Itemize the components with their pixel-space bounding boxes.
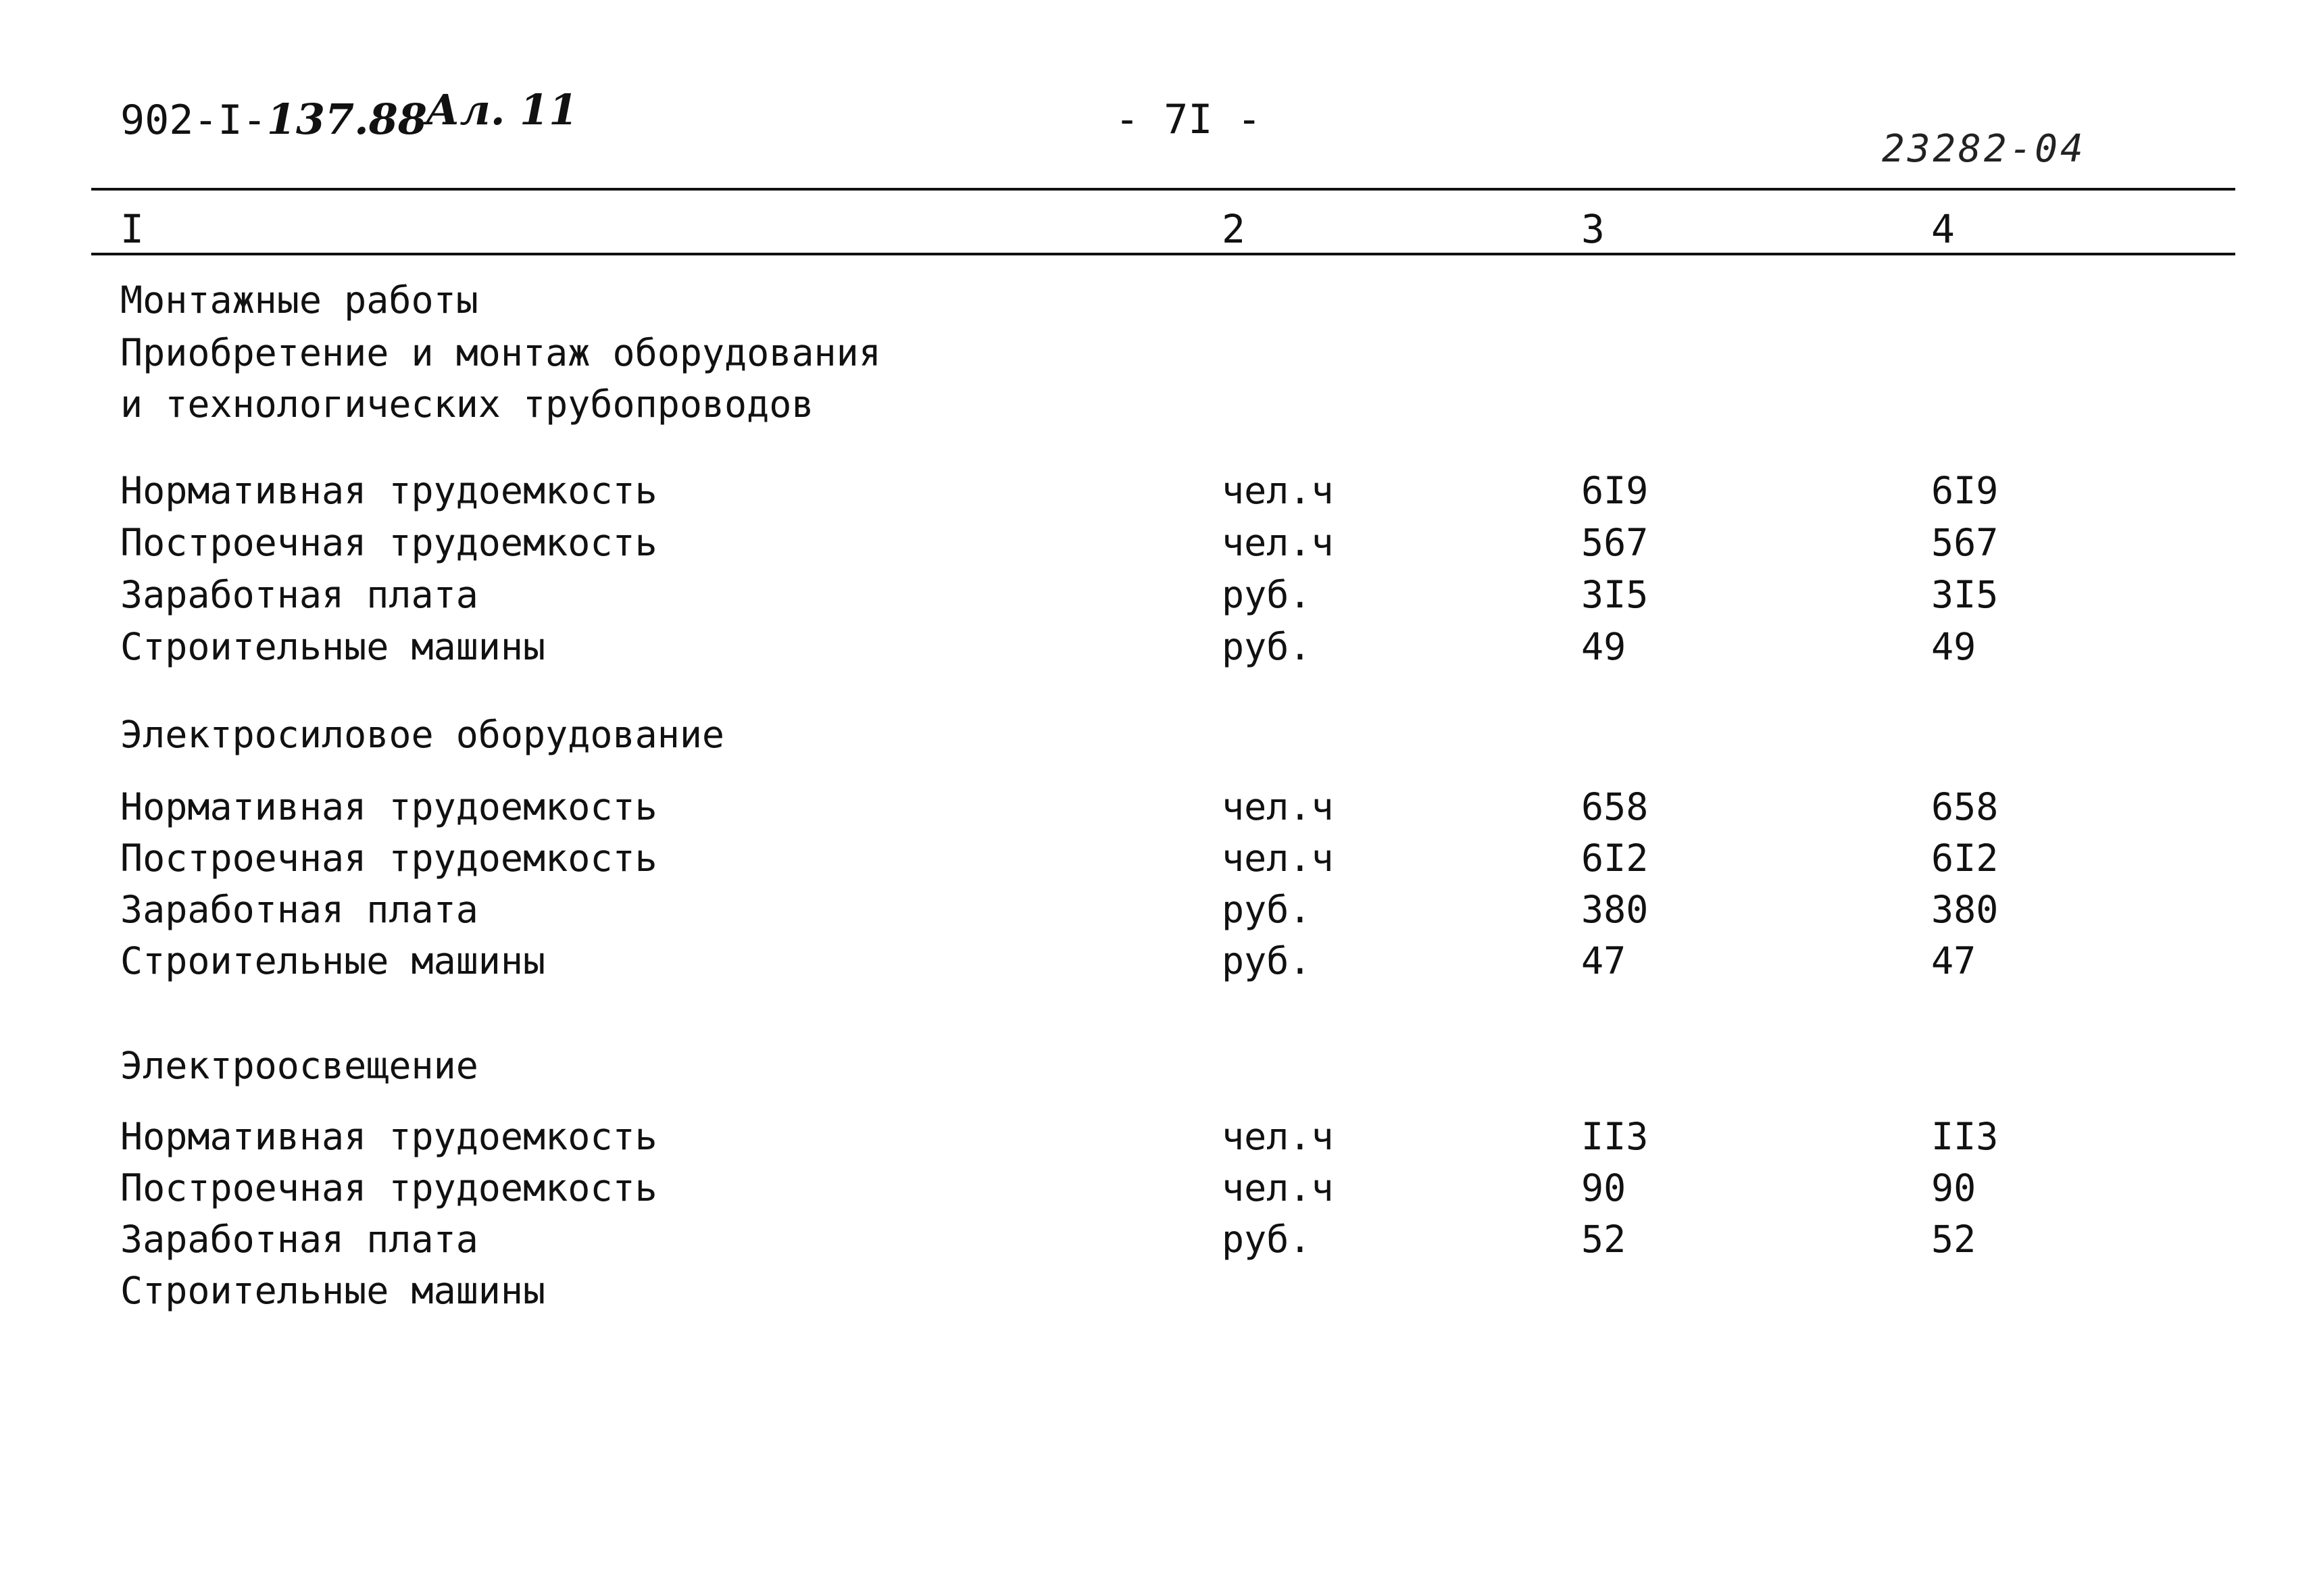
row-label: Нормативная трудоемкость	[120, 1115, 657, 1158]
row-value-col4: 6I2	[1931, 837, 1999, 880]
row-label: Построечная трудоемкость	[120, 1166, 657, 1210]
row-unit: руб.	[1222, 1218, 1312, 1261]
row-value-col3: 6I9	[1581, 469, 1649, 512]
row-value-col3: 3I5	[1581, 573, 1649, 616]
row-value-col3: 567	[1581, 521, 1649, 564]
row-label: Строительные машины	[120, 939, 546, 982]
reference-number: 23282-04	[1882, 127, 2086, 171]
row-value-col4: 90	[1931, 1166, 1976, 1210]
page-number: - 7I -	[1115, 96, 1262, 143]
row-unit: руб.	[1222, 939, 1312, 982]
row-label: Построечная трудоемкость	[120, 521, 657, 564]
row-value-col3: II3	[1581, 1115, 1649, 1158]
section-heading-installation: Монтажные работы	[120, 278, 478, 322]
row-unit: чел.ч	[1222, 1115, 1334, 1158]
document-code	[120, 95, 427, 144]
row-value-col4: 49	[1931, 625, 1976, 668]
row-value-col4: II3	[1931, 1115, 1999, 1158]
row-label: Строительные машины	[120, 1269, 546, 1312]
row-value-col4: 567	[1931, 521, 1999, 564]
section-subheading-equipment: Приобретение и монтаж оборудования	[120, 331, 881, 374]
row-unit: чел.ч	[1222, 521, 1334, 564]
row-value-col3: 52	[1581, 1218, 1626, 1261]
row-unit: чел.ч	[1222, 469, 1334, 512]
row-unit: чел.ч	[1222, 785, 1334, 828]
row-label: Нормативная трудоемкость	[120, 785, 657, 828]
row-unit: руб.	[1222, 625, 1312, 668]
row-label: Нормативная трудоемкость	[120, 469, 657, 512]
row-unit: чел.ч	[1222, 837, 1334, 880]
row-unit: руб.	[1222, 573, 1312, 616]
section-heading-lighting: Электроосвещение	[120, 1044, 478, 1087]
row-value-col4: 658	[1931, 785, 1999, 828]
table-top-rule	[91, 188, 2235, 191]
row-label: Заработная плата	[120, 573, 478, 616]
row-value-col4: 6I9	[1931, 469, 1999, 512]
row-value-col4: 3I5	[1931, 573, 1999, 616]
column-number-3: 3	[1581, 206, 1605, 252]
row-unit: чел.ч	[1222, 1166, 1334, 1210]
row-label: Заработная плата	[120, 888, 478, 931]
sheet-number-handwritten: Ал. 11	[426, 85, 578, 134]
row-value-col3: 90	[1581, 1166, 1626, 1210]
row-value-col3: 380	[1581, 888, 1649, 931]
row-value-col4: 47	[1931, 939, 1976, 982]
row-label: Строительные машины	[120, 625, 546, 668]
document-code-handwritten: 137.88	[266, 95, 428, 144]
table-header-rule	[91, 253, 2235, 255]
row-label: Заработная плата	[120, 1218, 478, 1261]
row-value-col4: 380	[1931, 888, 1999, 931]
section-heading-power-equipment: Электросиловое оборудование	[120, 713, 725, 756]
row-value-col4: 52	[1931, 1218, 1976, 1261]
row-value-col3: 6I2	[1581, 837, 1649, 880]
column-number-1: I	[120, 206, 144, 252]
document-code-printed: 902-I-	[120, 97, 267, 144]
row-value-col3: 49	[1581, 625, 1626, 668]
row-value-col3: 47	[1581, 939, 1626, 982]
row-label: Построечная трудоемкость	[120, 837, 657, 880]
section-subheading-pipelines: и технологических трубопроводов	[120, 382, 814, 426]
row-value-col3: 658	[1581, 785, 1649, 828]
column-number-2: 2	[1222, 206, 1245, 252]
column-number-4: 4	[1931, 206, 1955, 252]
row-unit: руб.	[1222, 888, 1312, 931]
